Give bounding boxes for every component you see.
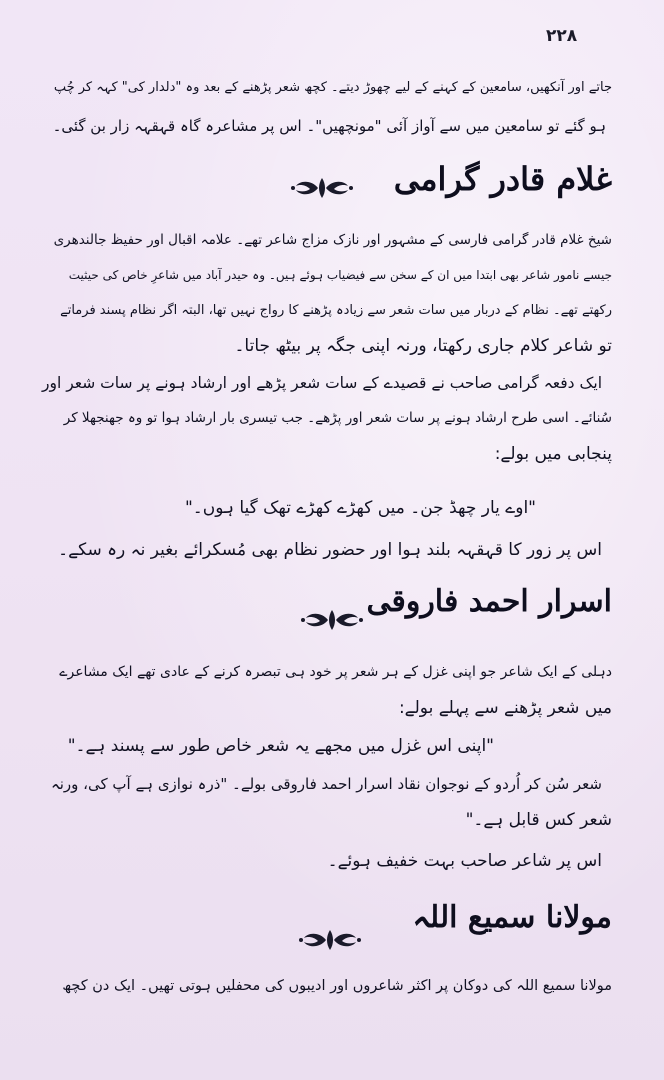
quote-line: "اپنی اس غزل میں مجھے یہ شعر خاص طور سے پسند ہے۔" [67,736,494,756]
paragraph-line: اس پر شاعر صاحب بہت خفیف ہوئے۔ [327,851,602,871]
paragraph-line: پنجابی میں بولے: [494,444,612,464]
page-number: ۲۲۸ [546,26,578,46]
paragraph-line: سُنائے۔ اسی طرح ارشاد ہونے پر سات شعر اور پڑھے۔ جب تیسری بار ارشاد ہوا تو وہ جھنجھلا کر [63,410,612,426]
paragraph-line: شیخ غلام قادر گرامی فارسی کے مشہور اور نازک مزاج شاعر تھے۔ علامہ اقبال اور حفیظ جالندھری [53,232,612,248]
paragraph-line: میں شعر پڑھنے سے پہلے بولے: [398,698,612,718]
paragraph-line: تو شاعر کلام جاری رکھتا، ورنہ اپنی جگہ پر بیٹھ جاتا۔ [234,336,612,356]
section-heading: مولانا سمیع اللہ [412,900,612,935]
paragraph-line: جیسے نامور شاعر بھی ابتدا میں ان کے سخن سے فیضیاب ہوئے ہیں۔ وہ حیدر آباد میں شاعرِ خاص کی حیثیت [68,268,612,282]
paragraph-line: شعر سُن کر اُردو کے نوجوان نقاد اسرار احمد فاروقی بولے۔ "ذرہ نوازی ہے آپ کی، ورنہ [50,775,602,793]
ornament-icon [290,176,354,200]
section-heading: اسرار احمد فاروقی [366,584,612,619]
ornament-icon [300,608,364,632]
paragraph-line: اس پر زور کا قہقہہ بلند ہوا اور حضور نظام بھی مُسکرائے بغیر نہ رہ سکے۔ [58,540,602,560]
paragraph-line: ہو گئے تو سامعین میں سے آواز آئی "مونچھیں"۔ اس پر مشاعرہ گاہ قہقہہ زار بن گئی۔ [52,117,606,135]
paragraph-line: رکھتے تھے۔ نظام کے دربار میں سات شعر سے زیادہ پڑھنے کا رواج نہیں تھا، البتہ اگر نظام پسند فرماتے [60,303,612,318]
ornament-icon [298,928,362,952]
paragraph-line: دہلی کے ایک شاعر جو اپنی غزل کے ہر شعر پر خود ہی تبصرہ کرنے کے عادی تھے ایک مشاعرے [59,664,612,680]
paragraph-line: ایک دفعہ گرامی صاحب نے قصیدے کے سات شعر پڑھے اور ارشاد ہونے پر سات شعر اور [41,374,602,392]
paragraph-line: جاتے اور آنکھیں، سامعین کے کہنے کے لیے چھوڑ دیتے۔ کچھ شعر پڑھنے کے بعد وہ "دلدار کی" کہہ کر چُپ [53,80,612,95]
section-heading: غلام قادر گرامی [393,160,612,198]
paragraph-line: مولانا سمیع اللہ کی دوکان پر اکثر شاعروں اور ادیبوں کی محفلیں ہوتی تھیں۔ ایک دن کچھ [62,978,612,994]
paragraph-line: شعر کس قابل ہے۔" [465,810,612,830]
quote-line: "اوے یار چھڈ جن۔ میں کھڑے کھڑے تھک گیا ہوں۔" [184,498,536,518]
